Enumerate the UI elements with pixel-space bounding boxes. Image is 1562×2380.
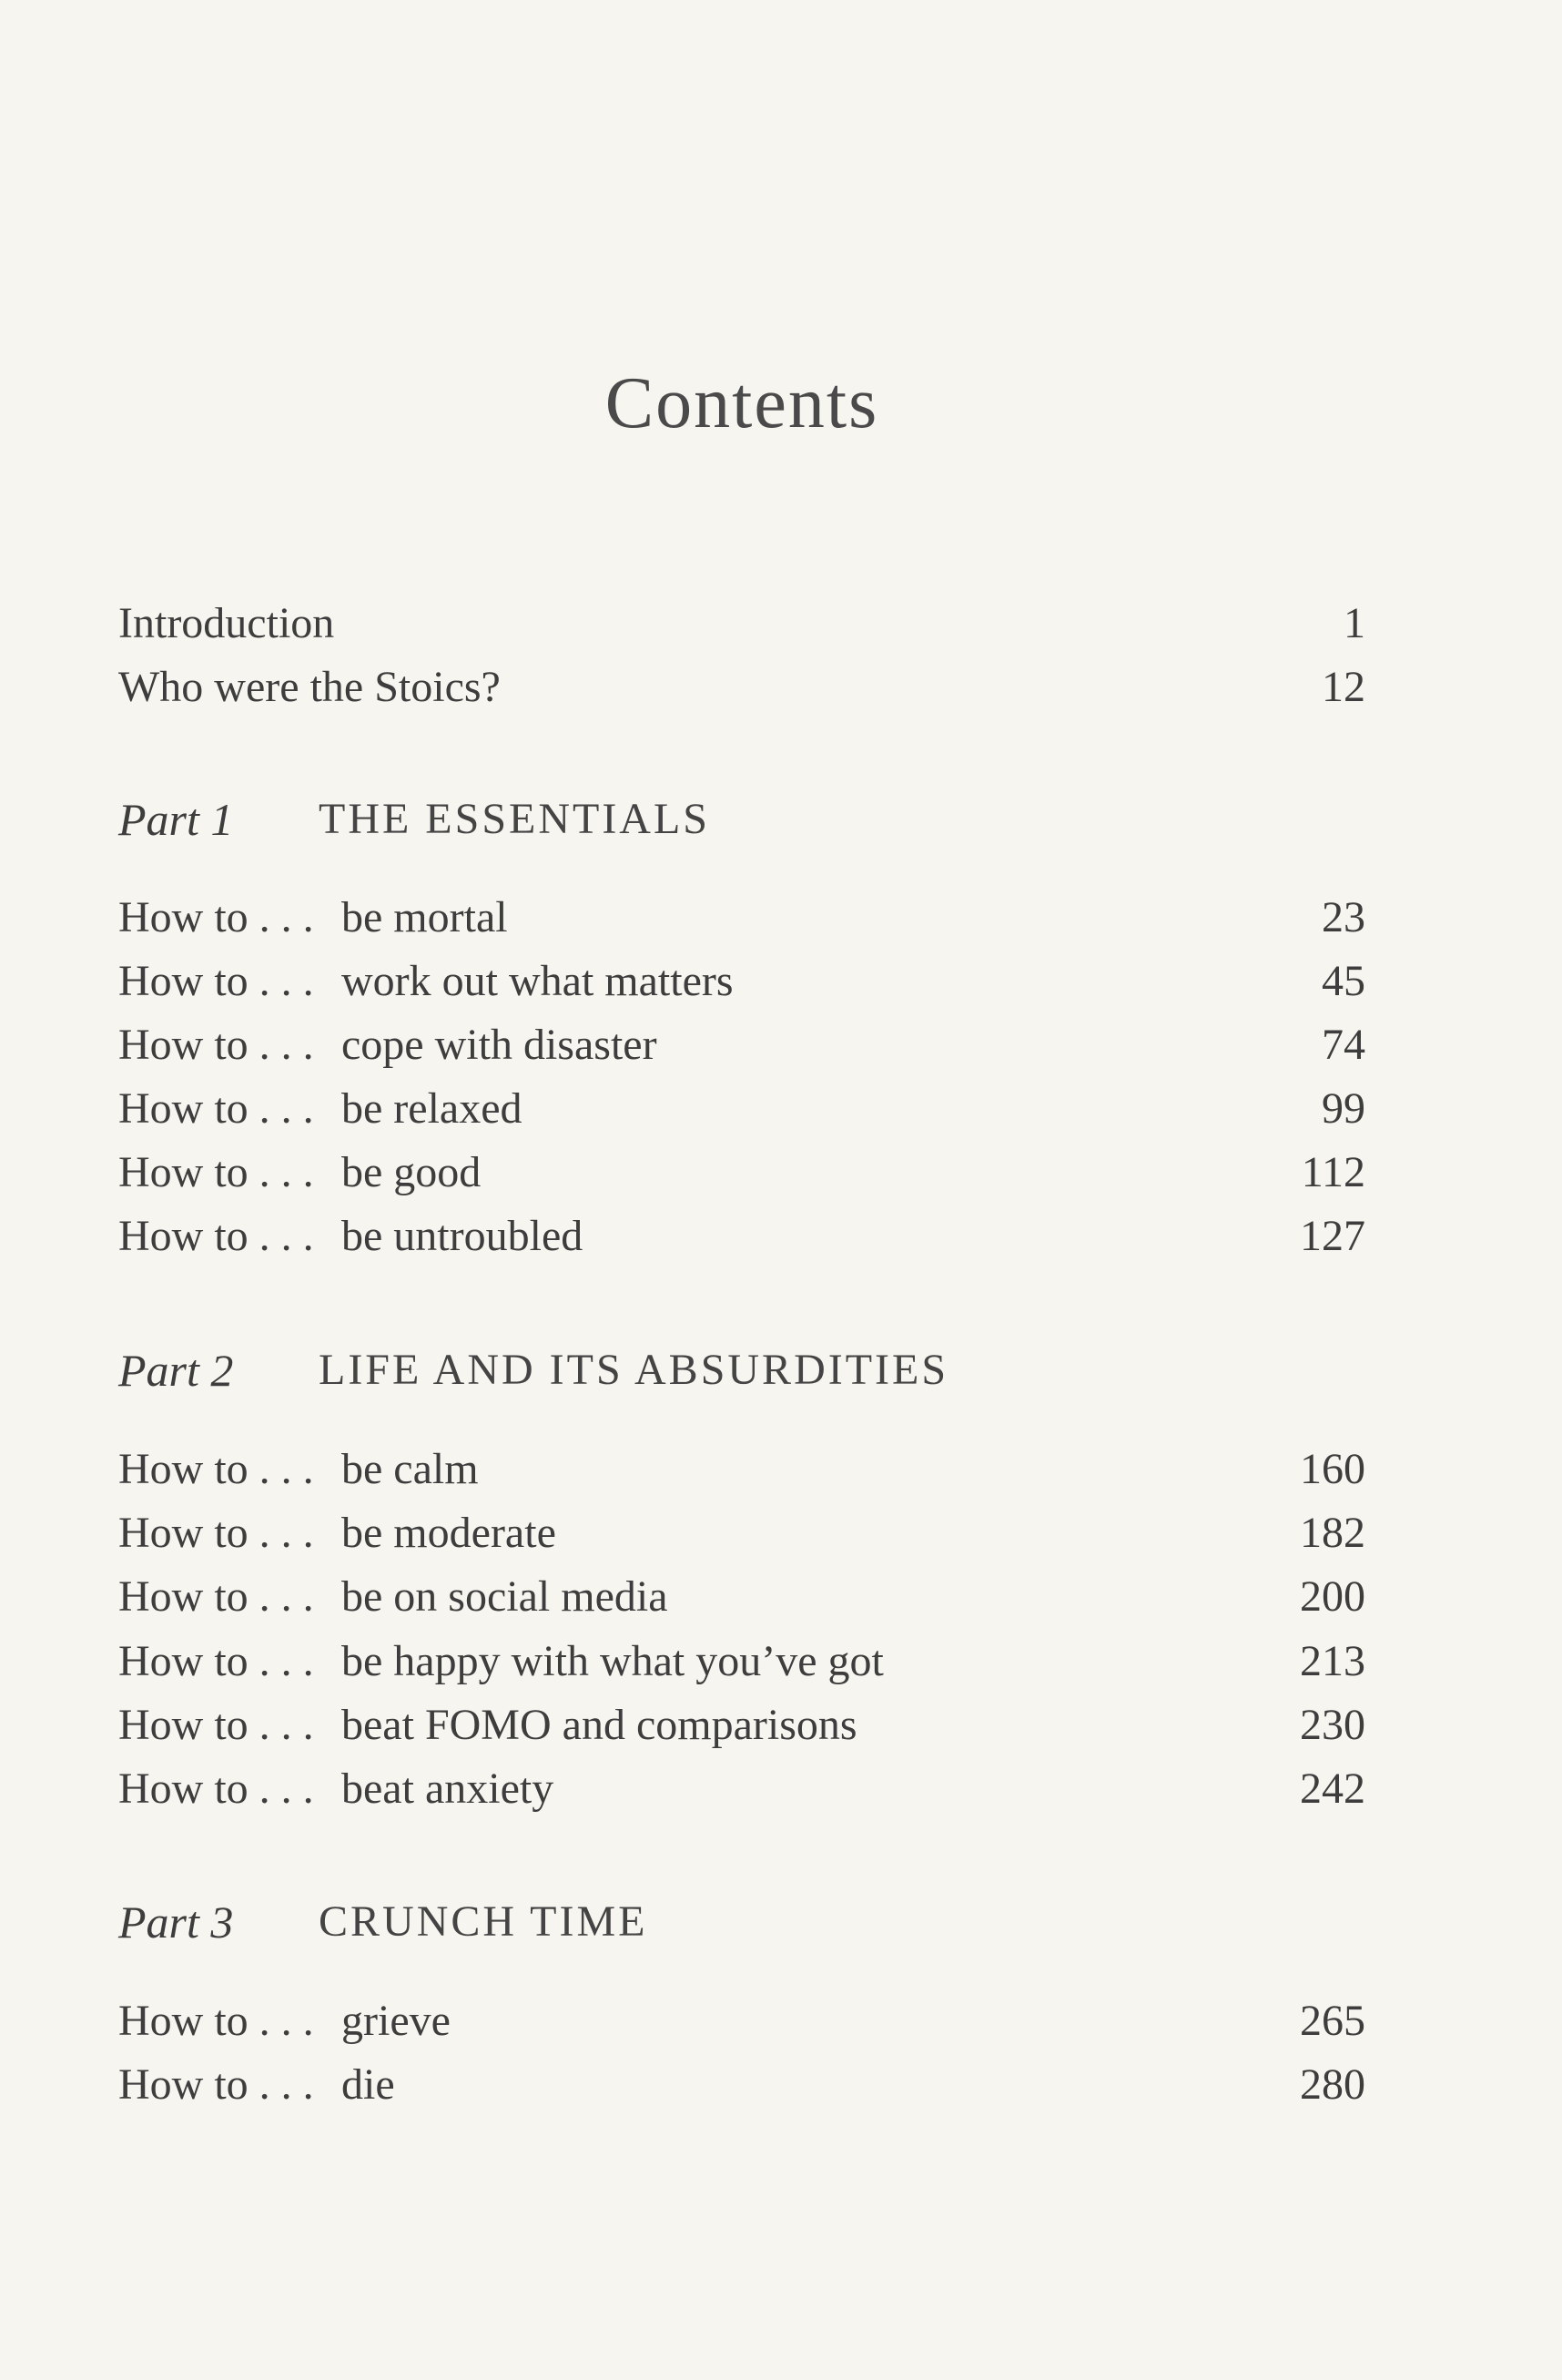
entry-prefix: How to . . .: [118, 1148, 314, 1196]
entry-prefix: How to . . .: [118, 1021, 314, 1069]
entry-prefix: How to . . .: [118, 1701, 314, 1749]
part-heading-3: [118, 1886, 1365, 1958]
entry-page-number: 213: [1300, 1637, 1365, 1685]
entry-page-number: 265: [1300, 1997, 1365, 2045]
part-heading-2: [118, 1334, 1365, 1407]
entry-page-number: 242: [1300, 1765, 1365, 1813]
entry-prefix: How to . . .: [118, 1212, 314, 1260]
toc-entry: [118, 950, 1365, 1013]
toc-entry-introduction: [118, 592, 1365, 656]
entry-prefix: How to . . .: [118, 1445, 314, 1493]
entry-topic: beat FOMO and comparisons: [341, 1701, 857, 1749]
toc-entry: [118, 1077, 1365, 1141]
entry-topic: be mortal: [341, 893, 508, 941]
part-label: Part 3: [118, 1897, 234, 1948]
toc-entry-who-were-the-stoics: [118, 656, 1365, 719]
entry-page-number: 280: [1300, 2060, 1365, 2109]
entry-topic: be moderate: [341, 1509, 556, 1557]
entry-page-number: 112: [1301, 1148, 1365, 1196]
toc-entry: [118, 1565, 1365, 1629]
entry-topic: be happy with what you’ve got: [341, 1637, 884, 1685]
entry-topic: be untroubled: [341, 1212, 583, 1260]
toc-entry: [118, 1989, 1365, 2053]
entry-topic: grieve: [341, 1997, 451, 2045]
toc-entry: [118, 1141, 1365, 1205]
entry-label: Who were the Stoics?: [118, 663, 501, 711]
toc-entry: [118, 1693, 1365, 1757]
part-heading-1: [118, 783, 1365, 856]
entry-page-number: 1: [1344, 599, 1365, 647]
part-label: Part 1: [118, 794, 234, 845]
toc-entry: [118, 1630, 1365, 1693]
entry-prefix: How to . . .: [118, 2060, 314, 2109]
entry-page-number: 200: [1300, 1572, 1365, 1621]
toc-entry: [118, 1013, 1365, 1077]
entry-prefix: How to . . .: [118, 893, 314, 941]
entry-prefix: How to . . .: [118, 1509, 314, 1557]
toc-entry: [118, 1501, 1365, 1565]
entry-prefix: How to . . .: [118, 957, 314, 1005]
entry-label: Introduction: [118, 599, 335, 647]
entry-topic: be relaxed: [341, 1084, 522, 1133]
toc-entry: [118, 886, 1365, 950]
entry-prefix: How to . . .: [118, 1765, 314, 1813]
entry-prefix: How to . . .: [118, 1637, 314, 1685]
entry-topic: cope with disaster: [341, 1021, 657, 1069]
entry-page-number: 230: [1300, 1701, 1365, 1749]
entry-topic: beat anxiety: [341, 1765, 554, 1813]
entry-page-number: 45: [1322, 957, 1365, 1005]
entry-page-number: 127: [1300, 1212, 1365, 1260]
entry-topic: die: [341, 2060, 395, 2109]
entry-prefix: How to . . .: [118, 1084, 314, 1133]
toc-entry: [118, 1205, 1365, 1268]
entry-page-number: 23: [1322, 893, 1365, 941]
part-title: CRUNCH TIME: [319, 1897, 648, 1946]
toc-entry: [118, 1438, 1365, 1501]
part-title: THE ESSENTIALS: [319, 795, 710, 843]
part-title: LIFE AND ITS ABSURDITIES: [319, 1346, 949, 1394]
entry-page-number: 74: [1322, 1021, 1365, 1069]
entry-topic: work out what matters: [341, 957, 734, 1005]
entry-topic: be good: [341, 1148, 482, 1196]
toc-entry: [118, 2053, 1365, 2117]
entry-page-number: 12: [1322, 663, 1365, 711]
page-title: Contents: [604, 363, 879, 443]
toc-entry: [118, 1757, 1365, 1821]
entry-topic: be on social media: [341, 1572, 668, 1621]
entry-prefix: How to . . .: [118, 1997, 314, 2045]
entry-page-number: 160: [1300, 1445, 1365, 1493]
part-label: Part 2: [118, 1345, 234, 1396]
entry-page-number: 99: [1322, 1084, 1365, 1133]
entry-prefix: How to . . .: [118, 1572, 314, 1621]
entry-topic: be calm: [341, 1445, 479, 1493]
entry-page-number: 182: [1300, 1509, 1365, 1557]
